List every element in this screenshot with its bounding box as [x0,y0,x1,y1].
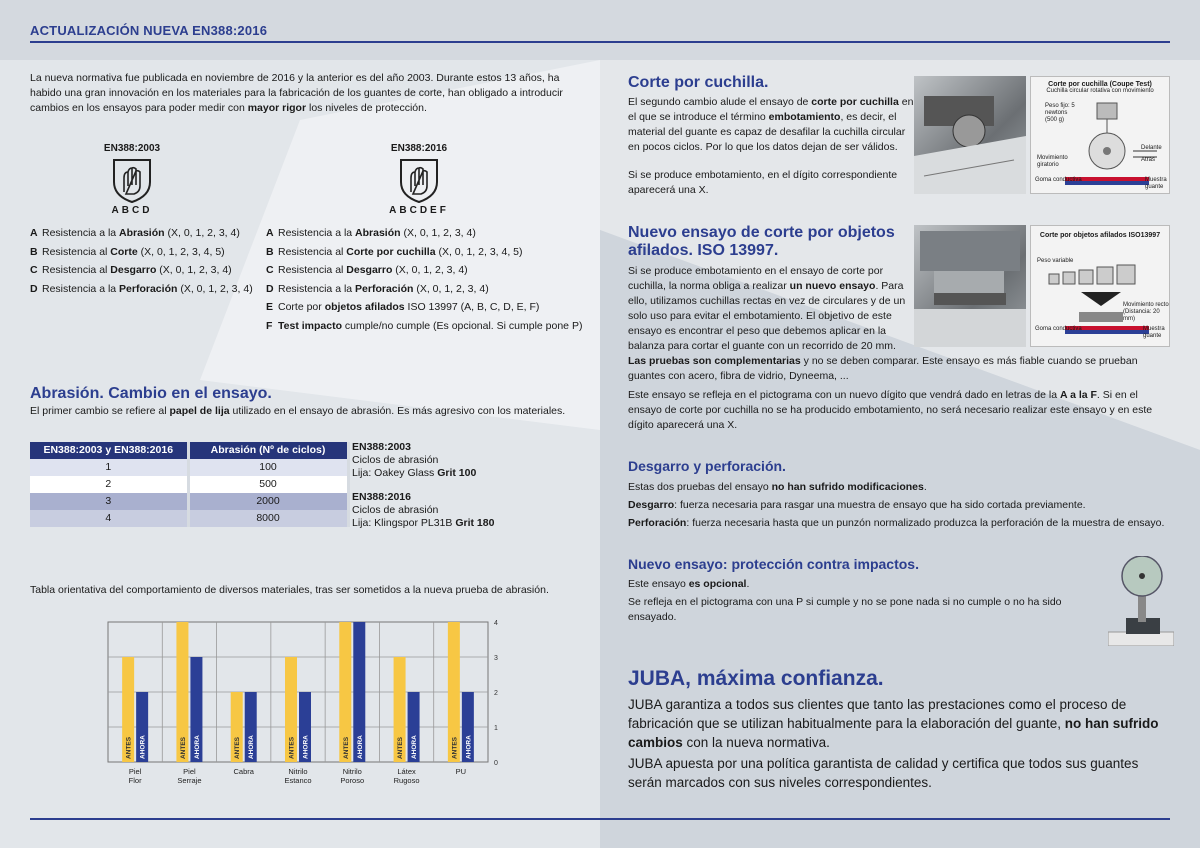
series-label: AHORA [139,735,147,759]
juba-text-1: JUBA garantiza a todos sus clientes que tanto las prestaciones como el proceso de fabricación que se utilizan habitualmente para la elaboración del guante, no han sufrido cambios con la nueva normativa. [628,697,1159,750]
table-row: 1 100 [30,459,348,476]
category-label: Poroso [340,776,365,785]
juba-title: JUBA, máxima confianza. [628,667,884,690]
series-label: AHORA [465,735,473,759]
list-item: E Corte por objetos afilados ISO 13997 (A, B, C, D, E, F) [266,301,540,313]
series-label: ANTES [234,736,242,759]
page-title: ACTUALIZACIÓN NUEVA EN388:2016 [30,23,268,38]
series-label: ANTES [397,736,405,759]
tear-text-3: Perforación: fuerza necesaria hasta que un punzón normalizado produzca la perforación de la muestra de ensayo. [628,517,1165,529]
tear-text-1: Estas dos pruebas del ensayo no han sufrido modificaciones. [628,481,927,493]
juba-text-2: JUBA apuesta por una política garantista de calidad y certifica que todos sus guantes serán marcados con sus niveles correspondientes. [628,756,1139,790]
table-row: 2 500 [30,476,348,493]
chart-caption: Tabla orientativa del comportamiento de diversos materiales, tras ser sometidos a la nueva prueba de abrasión. [30,584,549,596]
circular-blade-icon [1071,99,1171,179]
list-item: A Resistencia a la Abrasión (X, 0, 1, 2, 3, 4) [30,227,240,239]
category-label: Estanco [284,776,312,785]
list-item: D Resistencia a la Perforación (X, 0, 1, 2, 3, 4) [266,282,489,295]
category-label: Piel [183,767,196,776]
series-label: AHORA [411,735,419,759]
glove-shield-icon [110,158,154,204]
standard-2016 [379,142,459,218]
iso-text-2: Las pruebas son complementarias y no se deben comparar. Este ensayo es más fiable cuando se prueban guantes con acero, fibra de vidrio, Dyneema, ... [628,355,1138,382]
iso-text: Si se produce embotamiento en el ensayo de corte por cuchilla, la norma obliga a realizar un nuevo ensayo. Para ello, utilizamos cuchillas rectas en vez de circulares y de un solo uso para evitar el embotamiento. El objetivo de este ensayo es encontrar el peso que debemos aplicar en la balanza para cortar el guante con un recorrido de 20 mm. [628,265,906,352]
standard-2003-name: EN388:2003 [103,143,161,154]
y-tick-label: 4 [494,620,498,627]
tear-title: Desgarro y perforación. [628,458,786,474]
abrasion-table [30,442,350,527]
standard-2003-letters: ABCD [111,205,153,217]
impact-text-2: Se refleja en el pictograma con una P si cumple y no se pone nada si no cumple o no ha sido ensayado. [628,596,1062,623]
cut-title: Corte por cuchilla. [628,74,769,91]
series-label: ANTES [179,736,187,759]
cut-text: El segundo cambio alude el ensayo de corte por cuchilla en el que se introduce el término embotamiento, es decir, el material del guante es capaz de desafilar la cuchilla circular en pocos ciclos. Por lo que los datos dejan de ser válidos. [628,96,914,153]
category-label: Rugoso [393,776,420,785]
table-header: EN388:2003 y EN388:2016 [30,442,188,459]
bottom-divider [30,818,1170,820]
note-2016: EN388:2016 Ciclos de abrasión Lija: Klingspor PL31B Grit 180 [352,491,495,529]
y-tick-label: 3 [494,655,498,662]
category-label: Cabra [233,767,254,776]
list-item: F Test impacto cumple/no cumple (Es opcional. Si cumple pone P) [266,319,583,332]
category-label: Nitrilo [288,767,308,776]
iso-title: Nuevo ensayo de corte por objetos afilados. ISO 13997. [628,224,895,259]
abrasion-text: El primer cambio se refiere al papel de lija utilizado en el ensayo de abrasión. Es más agresivo con los materiales. [30,405,566,417]
iso-diagram: Corte por objetos afilados ISO13997 Peso variable Movimiento recto (Distancia: 20 mm) Goma conductiva Muestra guante [1030,225,1170,347]
machine-illustration [914,225,1026,347]
category-label: Serraje [177,776,202,785]
machine-illustration [914,76,1026,194]
y-tick-label: 1 [494,725,498,732]
list-item: A Resistencia a la Abrasión (X, 0, 1, 2, 3, 4) [266,227,476,239]
intro-paragraph: La nueva normativa fue publicada en noviembre de 2016 y la anterior es del año 2003. Durante estos 13 años, ha habido una gran innovación en los materiales para la fabricación de los guantes de corte, han obligado a introducir cambios en los ensayos para poder medir con mayor rigor los niveles de protección. [30,72,563,114]
series-label: AHORA [302,735,310,759]
abrasion-title: Abrasión. Cambio en el ensayo. [30,385,272,402]
abrasion-chart [100,610,520,790]
iso-machine-photo [914,225,1026,347]
category-label: Nitrilo [342,767,362,776]
list-item: D Resistencia a la Perforación (X, 0, 1, 2, 3, 4) [30,282,253,295]
series-label: AHORA [193,735,201,759]
list-2003 [30,224,253,298]
impact-title: Nuevo ensayo: protección contra impactos. [628,556,919,572]
standard-2003 [92,142,172,218]
series-label: ANTES [288,736,296,759]
impact-tester-icon [1108,556,1174,646]
table-header-row [30,442,348,459]
table-header: Abrasión (Nº de ciclos) [188,442,348,459]
iso-text-3: Este ensayo se refleja en el pictograma con un nuevo dígito que vendrá dado en letras de la A a la F. Si en el ensayo de corte por cuchilla no se ha producido embotamiento, no será necesario realizar este ensayo y en este dígito aparecerá una X. [628,389,1153,431]
category-label: Flor [128,776,142,785]
y-tick-label: 0 [494,760,498,767]
table-row: 4 8000 [30,510,348,527]
series-label: ANTES [451,736,459,759]
category-label: Látex [397,767,416,776]
table-row: 3 2000 [30,493,348,510]
category-label: Piel [128,767,142,776]
cut-text-2: Si se produce embotamiento, en el dígito correspondiente aparecerá una X. [628,169,898,196]
cut-machine-photo [914,76,1026,194]
glove-shield-icon [397,158,441,204]
list-item: B Resistencia al Corte por cuchilla (X, 0, 1, 2, 3, 4, 5) [266,245,523,258]
list-item: B Resistencia al Corte (X, 0, 1, 2, 3, 4, 5) [30,245,225,258]
standard-2016-letters: ABCDEF [389,205,449,217]
tear-text-2: Desgarro: fuerza necesaria para rasgar una muestra de ensayo que ha sido cortada previamente. [628,499,1086,511]
note-2003: EN388:2003 Ciclos de abrasión Lija: Oakey Glass Grit 100 [352,441,477,479]
series-label: ANTES [125,736,133,759]
standard-2016-name: EN388:2016 [390,143,448,154]
list-item: C Resistencia al Desgarro (X, 0, 1, 2, 3, 4) [266,264,468,276]
y-tick-label: 2 [494,690,498,697]
list-item: C Resistencia al Desgarro (X, 0, 1, 2, 3, 4) [30,264,232,276]
top-divider [30,41,1170,43]
category-label: PU [455,767,467,776]
list-2016 [266,224,582,335]
series-label: ANTES [342,736,350,759]
cut-diagram: Corte por cuchilla (Coupe Test) Cuchilla circular rotativa con movimiento Peso fijo: 5 newtons (500 g) Movimiento giratorio Delante Atrás Goma conductiva Muestra guante [1030,76,1170,194]
impact-text-1: Este ensayo es opcional. [628,578,750,590]
series-label: AHORA [248,735,256,759]
series-label: AHORA [356,735,364,759]
